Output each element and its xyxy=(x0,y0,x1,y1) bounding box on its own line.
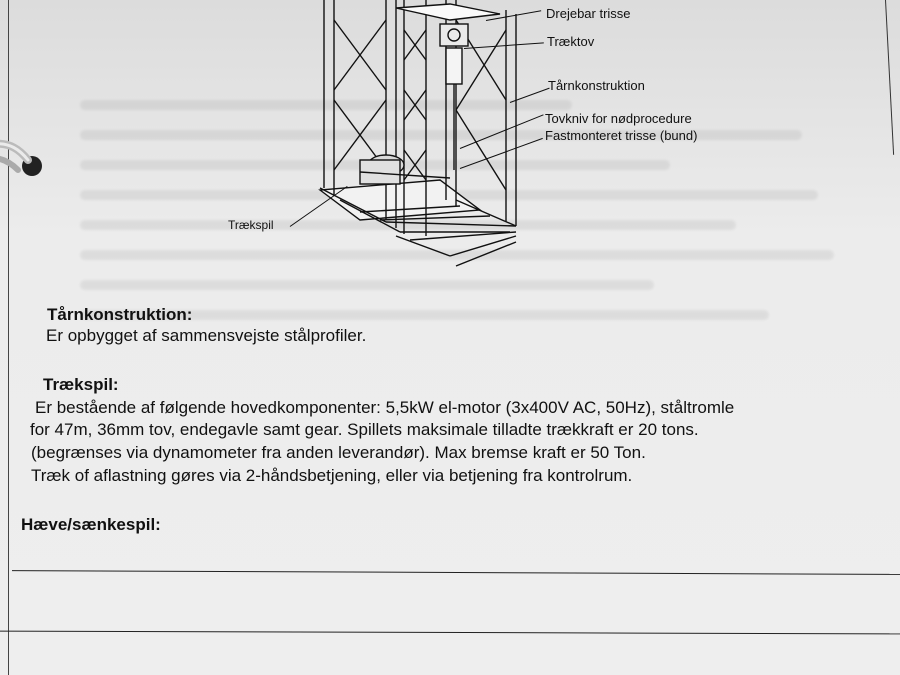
section-line-traekspil-2: for 47m, 36mm tov, endegavle samt gear. Spillets maksimale tilladte trækkraft er 20 tons. xyxy=(30,420,699,439)
label-tovkniv: Tovkniv for nødprocedure xyxy=(545,111,692,126)
section-line-taarnkonstruktion-1: Er opbygget af sammensvejste stålprofiler. xyxy=(46,326,367,345)
writing-line-1 xyxy=(12,570,900,575)
writing-line-2 xyxy=(0,631,900,635)
label-taarnkonstruktion: Tårnkonstruktion xyxy=(548,78,645,93)
page-border-left xyxy=(8,0,9,675)
label-traektov: Træktov xyxy=(547,34,595,49)
section-line-traekspil-1: Er bestående af følgende hovedkomponenter: 5,5kW el-motor (3x400V AC, 50Hz), ståltromle xyxy=(35,398,735,417)
page-border-right xyxy=(885,0,894,155)
section-title-taarnkonstruktion: Tårnkonstruktion: xyxy=(47,305,193,324)
tower-diagram xyxy=(300,0,550,270)
label-traekspil: Trækspil xyxy=(228,218,274,232)
section-title-traekspil: Trækspil: xyxy=(43,375,119,394)
label-fastmonteret-trisse: Fastmonteret trisse (bund) xyxy=(545,128,698,143)
binder-ring-icon xyxy=(0,132,50,190)
section-line-traekspil-3: (begrænses via dynamometer fra anden leverandør). Max bremse kraft er 50 Ton. xyxy=(31,443,646,462)
section-title-haeve-saenkespil: Hæve/sænkespil: xyxy=(21,515,161,534)
label-drejebar-trisse: Drejebar trisse xyxy=(546,6,631,21)
section-line-traekspil-4: Træk of aflastning gøres via 2-håndsbetjening, eller via betjening fra kontrolrum. xyxy=(31,466,633,485)
